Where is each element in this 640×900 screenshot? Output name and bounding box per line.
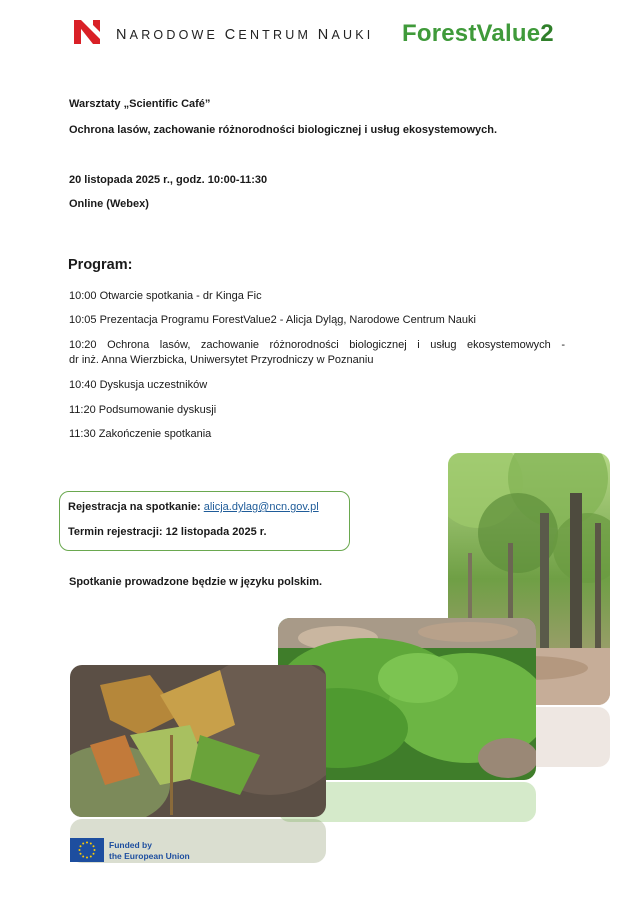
program-item: 10:20 Ochrona lasów, zachowanie różnorodności biologicznej i usług ekosystemowych -	[69, 339, 565, 351]
event-date-time: 20 listopada 2025 r., godz. 10:00-11:30	[69, 174, 268, 186]
leaf-photo-graphic	[70, 665, 326, 817]
eu-flag-icon	[70, 838, 104, 862]
forestvalue-logo-word: ForestValue	[402, 20, 541, 47]
program-item: 11:20 Podsumowanie dyskusji	[69, 404, 217, 416]
forestvalue-logo	[402, 20, 554, 48]
registration-email-link[interactable]: alicja.dylag@ncn.gov.pl	[203, 501, 319, 513]
registration-deadline: Termin rejestracji: 12 listopada 2025 r.	[68, 526, 267, 538]
registration-line	[68, 501, 319, 513]
eu-funding-line-2: the European Union	[109, 851, 190, 861]
ncn-name-cap-1: N	[116, 27, 130, 43]
program-heading: Program:	[68, 257, 133, 273]
program-item: 10:00 Otwarcie spotkania - dr Kinga Fic	[69, 290, 262, 302]
leaf-photo	[70, 665, 326, 817]
ncn-name-rest-2: ENTRUM	[238, 28, 312, 42]
language-note: Spotkanie prowadzone będzie w języku polskim.	[69, 576, 323, 588]
ncn-name-cap-3: N	[317, 27, 332, 43]
eu-funding-text	[109, 840, 190, 862]
program-item: 11:30 Zakończenie spotkania	[69, 428, 212, 440]
ncn-name-rest-1: ARODOWE	[129, 28, 219, 42]
event-title: Warsztaty „Scientific Café”	[69, 98, 211, 110]
ncn-name-rest-3: AUKI	[331, 28, 374, 42]
event-subtitle: Ochrona lasów, zachowanie różnorodności biologicznej i usług ekosystemowych.	[69, 124, 498, 136]
ncn-name-cap-2: C	[224, 27, 239, 43]
program-item-continuation: dr inż. Anna Wierzbicka, Uniwersytet Przyrodniczy w Poznaniu	[69, 354, 374, 366]
program-item: 10:05 Prezentacja Programu ForestValue2 - Alicja Dyląg, Narodowe Centrum Nauki	[69, 314, 476, 326]
program-item: 10:40 Dyskusja uczestników	[69, 379, 208, 391]
event-location: Online (Webex)	[69, 198, 149, 210]
eu-funding-line-1: Funded by	[109, 840, 152, 850]
registration-label: Rejestracja na spotkanie:	[68, 501, 201, 513]
forestvalue-logo-number: 2	[540, 20, 554, 47]
ncn-logo-icon	[74, 20, 100, 44]
registration-box	[59, 491, 350, 551]
ncn-organization-name	[116, 27, 373, 43]
